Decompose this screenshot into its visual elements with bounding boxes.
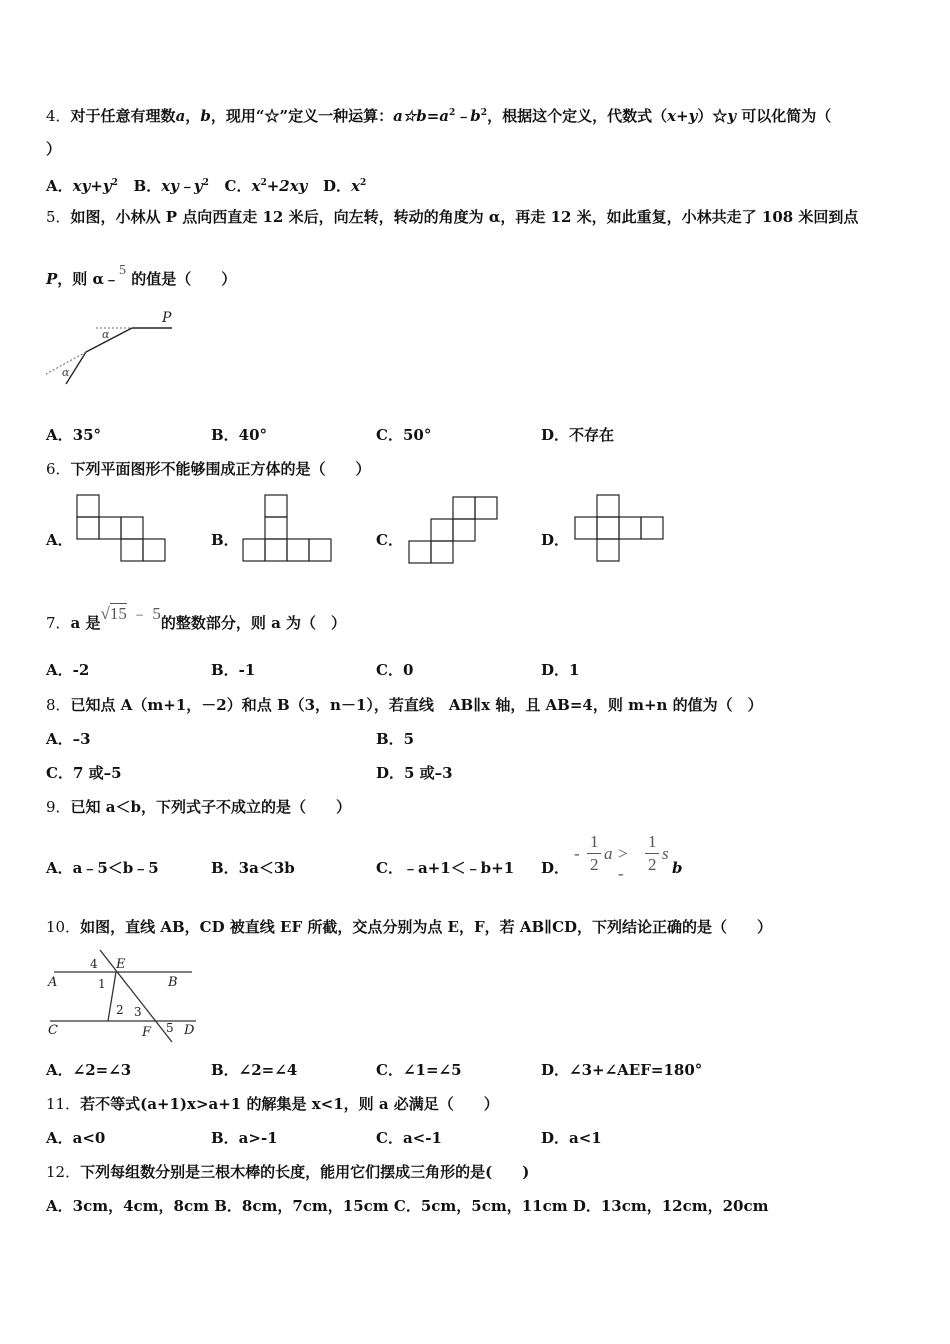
q7-option-d[interactable]: D．1	[541, 661, 580, 679]
q11-option-a[interactable]: A．a<0	[46, 1129, 106, 1147]
q10-option-b[interactable]: B．∠2=∠4	[211, 1061, 298, 1079]
q12-number: 12．	[46, 1163, 81, 1181]
q5-option-b[interactable]: B．40°	[211, 426, 268, 444]
q6-option-d[interactable]: D．	[541, 531, 570, 549]
q5-label-p: P	[162, 310, 172, 326]
q10-line-ef	[100, 950, 172, 1042]
q6-option-a[interactable]: A．	[46, 531, 73, 549]
q5-option-d[interactable]: D．不存在	[541, 426, 615, 444]
q5-line2: P，则 α﹣5 的值是（ ）	[46, 263, 237, 288]
q11-number: 11．	[46, 1095, 81, 1113]
q6-option-c[interactable]: C．	[376, 531, 403, 549]
q6-number: 6．	[46, 460, 71, 478]
q5-number: 5．	[46, 208, 71, 226]
q5-option-a[interactable]: A．35°	[46, 426, 102, 444]
q4-number: 4．	[46, 107, 71, 125]
q5-figure	[44, 306, 184, 386]
q9-option-b[interactable]: B．3a＜3b	[211, 859, 295, 877]
q4-options: A．$xy+y^2$ B．$xy﹣y^2$ C．$x^2+2xy$ D．$x^2$	[46, 177, 367, 195]
q7-option-b[interactable]: B．-1	[211, 661, 256, 679]
q8-question: 8．已知点 A（m+1，－2）和点 B（3，n－1），若直线 AB∥x 轴，且 AB=4，则 m+n 的值为（ ）	[46, 696, 763, 714]
q10-label-e: E	[116, 957, 126, 972]
q10-option-c[interactable]: C．∠1=∠5	[376, 1061, 462, 1079]
q9-fraction-bar-1	[587, 853, 601, 854]
q9-question: 9．已知 a＜b，下列式子不成立的是（ ）	[46, 798, 351, 816]
q9-number: 9．	[46, 798, 71, 816]
q7-question: 7．a 是√15 ﹣ 5的整数部分，则 a 为（ ）	[46, 604, 347, 632]
q12-question: 12．下列每组数分别是三根木棒的长度，能用它们摆成三角形的是( )	[46, 1163, 530, 1181]
q8-option-a[interactable]: A．–3	[46, 730, 91, 748]
q9-option-d[interactable]: D．	[541, 859, 570, 877]
q12-option-b[interactable]: B．8cm，7cm，15cm	[214, 1197, 389, 1215]
q10-option-a[interactable]: A．∠2=∠3	[46, 1061, 132, 1079]
q11-question: 11．若不等式(a+1)x>a+1 的解集是 x<1，则 a 必满足（ ）	[46, 1095, 499, 1113]
q10-label-3: 3	[134, 1005, 142, 1019]
q7-option-a[interactable]: A．-2	[46, 661, 90, 679]
q11-option-d[interactable]: D．a<1	[541, 1129, 602, 1147]
q10-option-d[interactable]: D．∠3+∠AEF=180°	[541, 1061, 703, 1079]
q7-sqrt-sign: √	[100, 604, 110, 623]
q10-label-b: B	[168, 975, 178, 990]
q10-figure	[44, 946, 200, 1044]
q6-net-a	[76, 494, 170, 564]
q11-option-b[interactable]: B．a>-1	[211, 1129, 278, 1147]
q10-label-c: C	[48, 1023, 58, 1038]
q10-number: 10．	[46, 918, 81, 936]
q9-option-a[interactable]: A．a﹣5＜b﹣5	[46, 859, 159, 877]
q12-options	[46, 1197, 768, 1215]
q6-option-b[interactable]: B．	[211, 531, 239, 549]
q6-net-b	[242, 494, 336, 564]
q10-label-f: F	[142, 1025, 152, 1040]
q11-option-c[interactable]: C．a<-1	[376, 1129, 442, 1147]
q8-option-b[interactable]: B．5	[376, 730, 415, 748]
q12-option-c[interactable]: C．5cm，5cm，11cm	[393, 1197, 568, 1215]
q7-option-c[interactable]: C．0	[376, 661, 414, 679]
q5-label-alpha-2: α	[62, 366, 70, 379]
q4-line1: 4．对于任意有理数a，b，现用“☆”定义一种运算：$a☆b=a^2﹣b^2$，根据这个定义，代数式（x+y）☆y 可以化简为（	[46, 107, 832, 125]
q10-label-a: A	[48, 975, 58, 990]
q12-option-d[interactable]: D．13cm，12cm，20cm	[572, 1197, 769, 1215]
q7-number: 7．	[46, 614, 71, 632]
q10-label-5: 5	[166, 1021, 174, 1035]
q8-number: 8．	[46, 696, 71, 714]
q7-sqrt-expression: √15 ﹣ 5	[100, 604, 161, 623]
q10-label-1: 1	[98, 977, 106, 991]
q5-line1: 5．如图，小林从 P 点向西直走 12 米后，向左转，转动的角度为 α，再走 12 米，如此重复，小林共走了 108 米回到点	[46, 208, 859, 226]
q8-option-c[interactable]: C．7 或–5	[46, 764, 122, 782]
q6-net-d	[574, 494, 668, 564]
q6-net-c	[408, 496, 502, 566]
q9-fraction-bar-2	[645, 853, 659, 854]
q9-option-c[interactable]: C．﹣a+1＜﹣b+1	[376, 859, 515, 877]
q4-line2: ）	[46, 140, 62, 158]
q5-option-c[interactable]: C．50°	[376, 426, 432, 444]
q10-label-4: 4	[90, 957, 98, 971]
q12-option-a[interactable]: A．3cm，4cm，8cm	[46, 1197, 209, 1215]
q10-question: 10．如图，直线 AB，CD 被直线 EF 所截，交点分别为点 E，F，若 AB∥CD，下列结论正确的是（ ）	[46, 918, 773, 936]
q5-label-alpha-1: α	[102, 328, 110, 341]
q10-line-aux	[108, 972, 116, 1021]
q10-label-d: D	[184, 1023, 195, 1038]
q10-label-2: 2	[116, 1003, 124, 1017]
q8-option-d[interactable]: D．5 或–3	[376, 764, 453, 782]
q6-question: 6．下列平面图形不能够围成正方体的是（ ）	[46, 460, 371, 478]
